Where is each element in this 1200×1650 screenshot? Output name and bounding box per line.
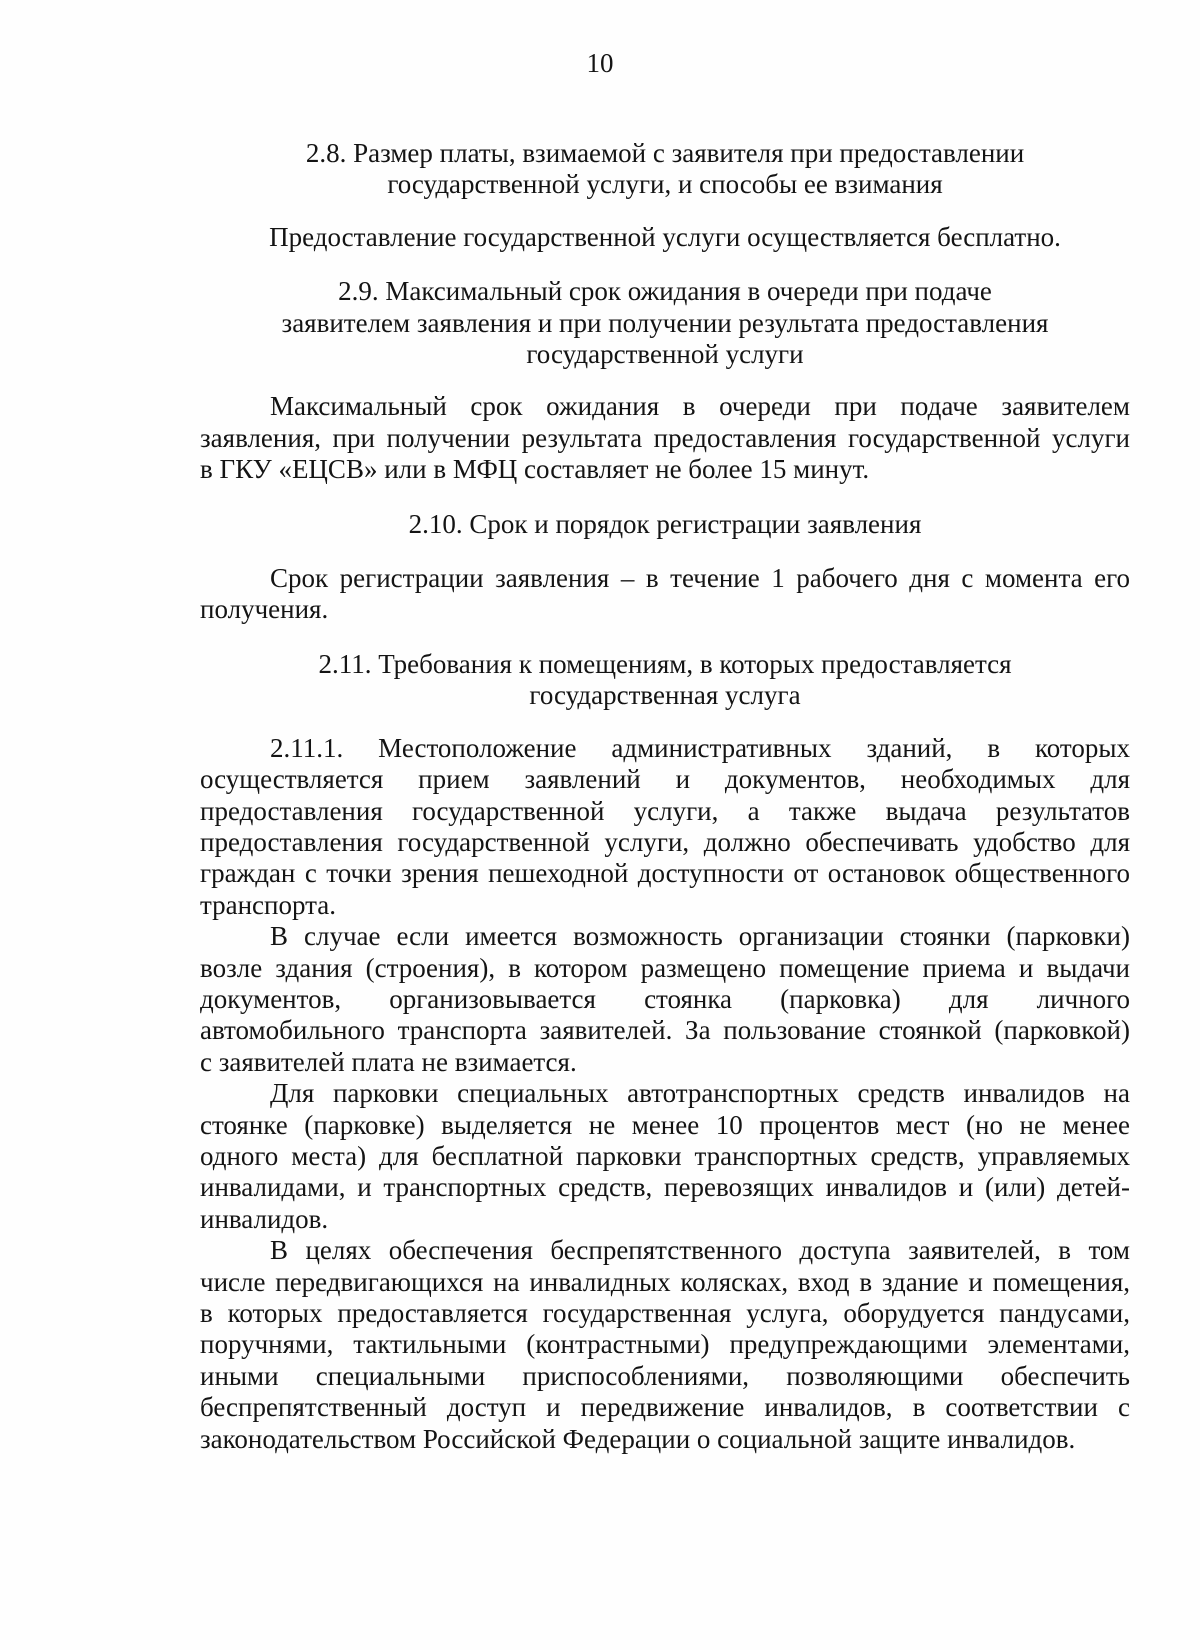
paragraph-line: автомобильного транспорта заявителей. За пользование стоянкой (парковкой) xyxy=(200,1015,1130,1046)
heading-line: государственной услуги xyxy=(526,339,804,370)
paragraph-line: осуществляется прием заявлений и документов, необходимых для xyxy=(200,764,1130,795)
paragraph-line: инвалидов. xyxy=(200,1203,329,1234)
heading-line: 2.8. Размер платы, взимаемой с заявителя при предоставлении xyxy=(305,138,1025,168)
paragraph-parking xyxy=(200,921,1130,1078)
paragraph-line: Срок регистрации заявления – в течение 1 рабочего дня с момента его xyxy=(270,563,1130,594)
paragraph-line: В случае если имеется возможность организации стоянки (парковки) xyxy=(270,921,1130,952)
paragraph-line: заявления, при получении результата предоставления государственной услуги xyxy=(200,422,1130,453)
section-heading-2-10: 2.10. Срок и порядок регистрации заявления xyxy=(408,508,922,539)
paragraph-line: граждан с точки зрения пешеходной доступности от остановок общественного xyxy=(200,858,1130,889)
paragraph-line: в ГКУ «ЕЦСВ» или в МФЦ составляет не более 15 минут. xyxy=(200,454,870,485)
paragraph-line: беспрепятственный доступ и передвижение инвалидов, в соответствии с xyxy=(200,1392,1130,1423)
paragraph-line: инвалидами, и транспортных средств, перевозящих инвалидов и (или) детей- xyxy=(200,1172,1130,1203)
paragraph-line: поручнями, тактильными (контрастными) предупреждающими элементами, xyxy=(200,1329,1130,1360)
paragraph-2-11-1 xyxy=(200,733,1130,921)
heading-line: 2.9. Максимальный срок ожидания в очереди при подаче xyxy=(338,276,992,307)
paragraph-line: иными специальными приспособлениями, позволяющими обеспечить xyxy=(200,1360,1130,1391)
heading-line: государственной услуги, и способы ее взимания xyxy=(387,169,943,200)
paragraph-disabled-parking xyxy=(200,1078,1130,1235)
section-heading-2-9 xyxy=(200,276,1130,370)
paragraph-line: транспорта. xyxy=(200,889,337,920)
heading-line: государственная услуга xyxy=(529,680,801,711)
paragraph-line: документов, организовывается стоянка (парковка) для личного xyxy=(200,983,1130,1014)
section-heading-2-11 xyxy=(200,649,1130,712)
paragraph-line: предоставления государственной услуги, должно обеспечивать удобство для xyxy=(200,826,1130,857)
page-content xyxy=(200,138,1130,1455)
section-body-2-9 xyxy=(200,391,1130,485)
section-heading-2-8 xyxy=(200,138,1130,201)
paragraph-line: возле здания (строения), в котором размещено помещение приема и выдачи xyxy=(200,952,1130,983)
paragraph-line: в которых предоставляется государственная услуга, оборудуется пандусами, xyxy=(200,1298,1130,1328)
paragraph-line: с заявителей плата не взимается. xyxy=(200,1046,577,1077)
heading-line: 2.11. Требования к помещениям, в которых предоставляется xyxy=(318,648,1012,679)
paragraph-line: Максимальный срок ожидания в очереди при подаче заявителем xyxy=(270,391,1130,422)
paragraph-line: законодательством Российской Федерации о социальной защите инвалидов. xyxy=(200,1423,1076,1454)
paragraph-line: одного места) для бесплатной парковки транспортных средств, управляемых xyxy=(200,1140,1130,1171)
section-body-2-8: Предоставление государственной услуги осуществляется бесплатно. xyxy=(269,221,1061,252)
paragraph-line: стоянке (парковке) выделяется не менее 10 процентов мест (но не менее xyxy=(200,1109,1130,1140)
paragraph-line: числе передвигающихся на инвалидных колясках, вход в здание и помещения, xyxy=(200,1266,1130,1297)
paragraph-line: получения. xyxy=(200,594,329,625)
paragraph-accessibility xyxy=(200,1235,1130,1455)
paragraph-line: 2.11.1. Местоположение административных зданий, в которых xyxy=(270,732,1130,763)
paragraph-line: Для парковки специальных автотранспортных средств инвалидов на xyxy=(270,1078,1130,1109)
section-body-2-10 xyxy=(200,563,1130,626)
paragraph-line: В целях обеспечения беспрепятственного доступа заявителей, в том xyxy=(270,1235,1130,1266)
heading-line: заявителем заявления и при получении результата предоставления xyxy=(281,307,1049,338)
paragraph-line: предоставления государственной услуги, а также выдача результатов xyxy=(200,795,1130,826)
page-number: 10 xyxy=(586,48,614,78)
